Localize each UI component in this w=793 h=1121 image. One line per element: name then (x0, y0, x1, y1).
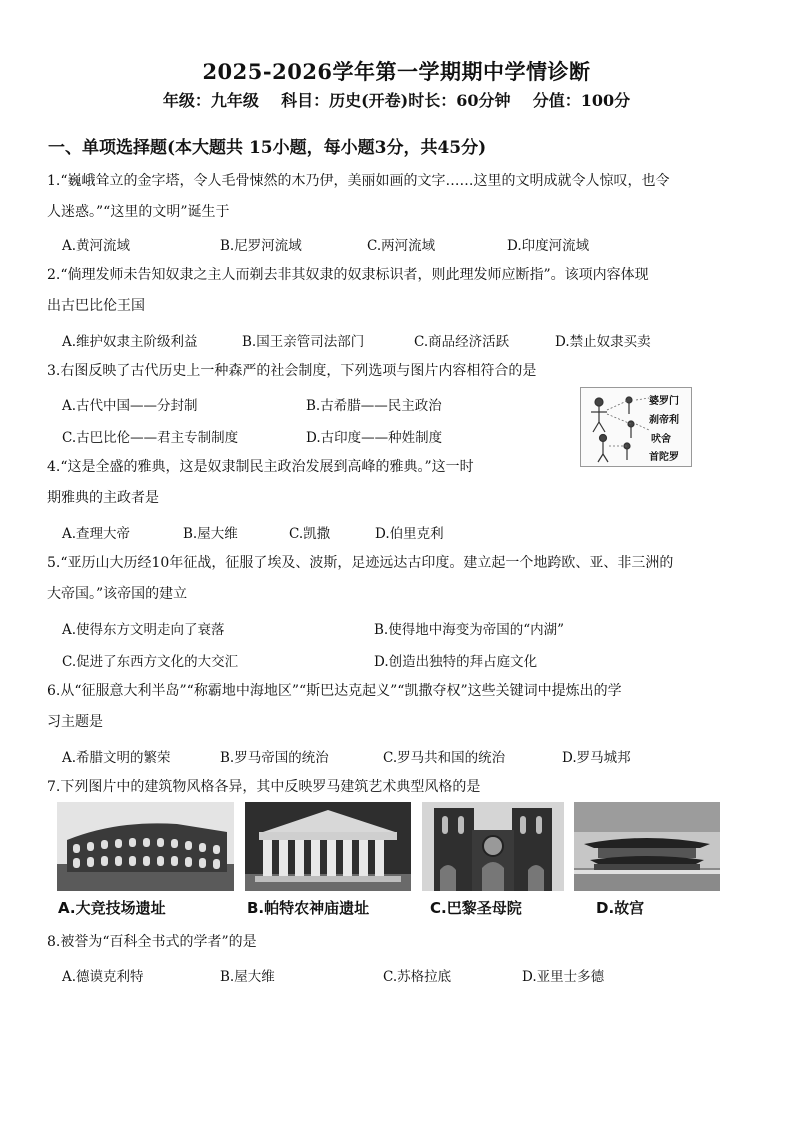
option-b[interactable]: B.罗马帝国的统治 (220, 750, 329, 766)
option-b[interactable]: B.尼罗河流域 (220, 238, 302, 254)
option-b[interactable]: B.古希腊——民主政治 (306, 398, 442, 414)
question-3 (47, 356, 752, 387)
question-6 (47, 676, 752, 738)
question-stem: 期雅典的主政者是 (47, 490, 159, 506)
question-8 (47, 927, 752, 958)
option-d[interactable]: D.罗马城邦 (562, 750, 631, 766)
question-stem: 6.从“征服意大利半岛”“称霸地中海地区”“斯巴达克起义”“凯撒夺权”这些关键词中提炼出的学 (47, 683, 622, 699)
caste-label: 首陀罗 (649, 452, 679, 463)
option-d[interactable]: D.创造出独特的拜占庭文化 (374, 654, 538, 670)
caste-label: 吠舍 (651, 434, 671, 445)
image-caption-b[interactable]: B.帕特农神庙遗址 (247, 899, 370, 917)
option-a[interactable]: A.古代中国——分封制 (62, 398, 198, 414)
question-5 (47, 548, 752, 610)
option-b[interactable]: B.屋大维 (220, 969, 275, 985)
question-stem: 8.被誉为“百科全书式的学者”的是 (47, 934, 257, 950)
option-c[interactable]: C.罗马共和国的统治 (383, 750, 506, 766)
image-caption-c[interactable]: C.巴黎圣母院 (430, 899, 522, 917)
option-a[interactable]: A.查理大帝 (62, 526, 131, 542)
caste-label: 婆罗门 (649, 396, 679, 407)
question-stem: 4.“这是全盛的雅典，这是奴隶制民主政治发展到高峰的雅典。”这一时 (47, 459, 474, 475)
option-c[interactable]: C.苏格拉底 (383, 969, 452, 985)
question-stem: 7.下列图片中的建筑物风格各异，其中反映罗马建筑艺术典型风格的是 (47, 779, 481, 795)
caste-system-figure (580, 387, 692, 467)
question-stem: 5.“亚历山大历经10年征战，征服了埃及、波斯，足迹远达古印度。建立起一个地跨欧、亚、非三洲的 (47, 555, 674, 571)
option-c[interactable]: C.促进了东西方文化的大交汇 (62, 654, 239, 670)
option-d[interactable]: D.亚里士多德 (522, 969, 605, 985)
question-stem: 3.右图反映了古代历史上一种森严的社会制度，下列选项与图片内容相符合的是 (47, 363, 537, 379)
option-d[interactable]: D.伯里克利 (375, 526, 444, 542)
option-c[interactable]: C.商品经济活跃 (414, 334, 510, 350)
option-a[interactable]: A.使得东方文明走向了衰落 (62, 622, 225, 638)
question-4 (47, 452, 567, 514)
option-a[interactable]: A.德谟克利特 (62, 969, 144, 985)
question-stem: 2.“倘理发师未告知奴隶之主人而剃去非其奴隶的奴隶标识者，则此理发师应断指”。该项内容体现 (47, 267, 649, 283)
exam-info: 年级：九年级 科目：历史(开卷)时长：60分钟 分值：100分 (162, 91, 631, 110)
exam-title: 2025-2026学年第一学期期中学情诊断 (202, 59, 591, 84)
option-c[interactable]: C.古巴比伦——君主专制制度 (62, 430, 239, 446)
forbidden-city-image[interactable] (574, 802, 720, 891)
colosseum-image[interactable] (57, 802, 234, 891)
option-b[interactable]: B.使得地中海变为帝国的“内湖” (374, 622, 565, 638)
section-title: 一、单项选择题(本大题共 15小题，每小题3分，共45分) (48, 138, 487, 158)
question-stem: 人迷惑。”“这里的文明”诞生于 (47, 204, 230, 220)
option-b[interactable]: B.国王亲管司法部门 (242, 334, 365, 350)
question-2 (47, 260, 752, 322)
question-stem: 大帝国。”该帝国的建立 (47, 586, 188, 602)
image-caption-d[interactable]: D.故宫 (596, 899, 645, 917)
question-stem: 习主题是 (47, 714, 103, 730)
question-stem: 1.“巍峨耸立的金字塔，令人毛骨悚然的木乃伊，美丽如画的文字……这里的文明成就令人惊叹，也令 (47, 173, 670, 189)
option-c[interactable]: C.两河流域 (367, 238, 436, 254)
notre-dame-image[interactable] (422, 802, 564, 891)
caste-label: 刹帝利 (649, 415, 679, 426)
question-stem: 出古巴比伦王国 (47, 298, 145, 314)
option-d[interactable]: D.印度河流域 (507, 238, 590, 254)
question-1 (47, 166, 752, 228)
option-d[interactable]: D.禁止奴隶买卖 (555, 334, 651, 350)
parthenon-image[interactable] (245, 802, 411, 891)
question-7 (47, 772, 752, 803)
option-a[interactable]: A.希腊文明的繁荣 (62, 750, 171, 766)
option-b[interactable]: B.屋大维 (183, 526, 238, 542)
option-a[interactable]: A.维护奴隶主阶级利益 (62, 334, 198, 350)
image-caption-a[interactable]: A.大竞技场遗址 (58, 899, 166, 917)
option-d[interactable]: D.古印度——种姓制度 (306, 430, 443, 446)
option-a[interactable]: A.黄河流域 (62, 238, 131, 254)
option-c[interactable]: C.凯撒 (289, 526, 331, 542)
